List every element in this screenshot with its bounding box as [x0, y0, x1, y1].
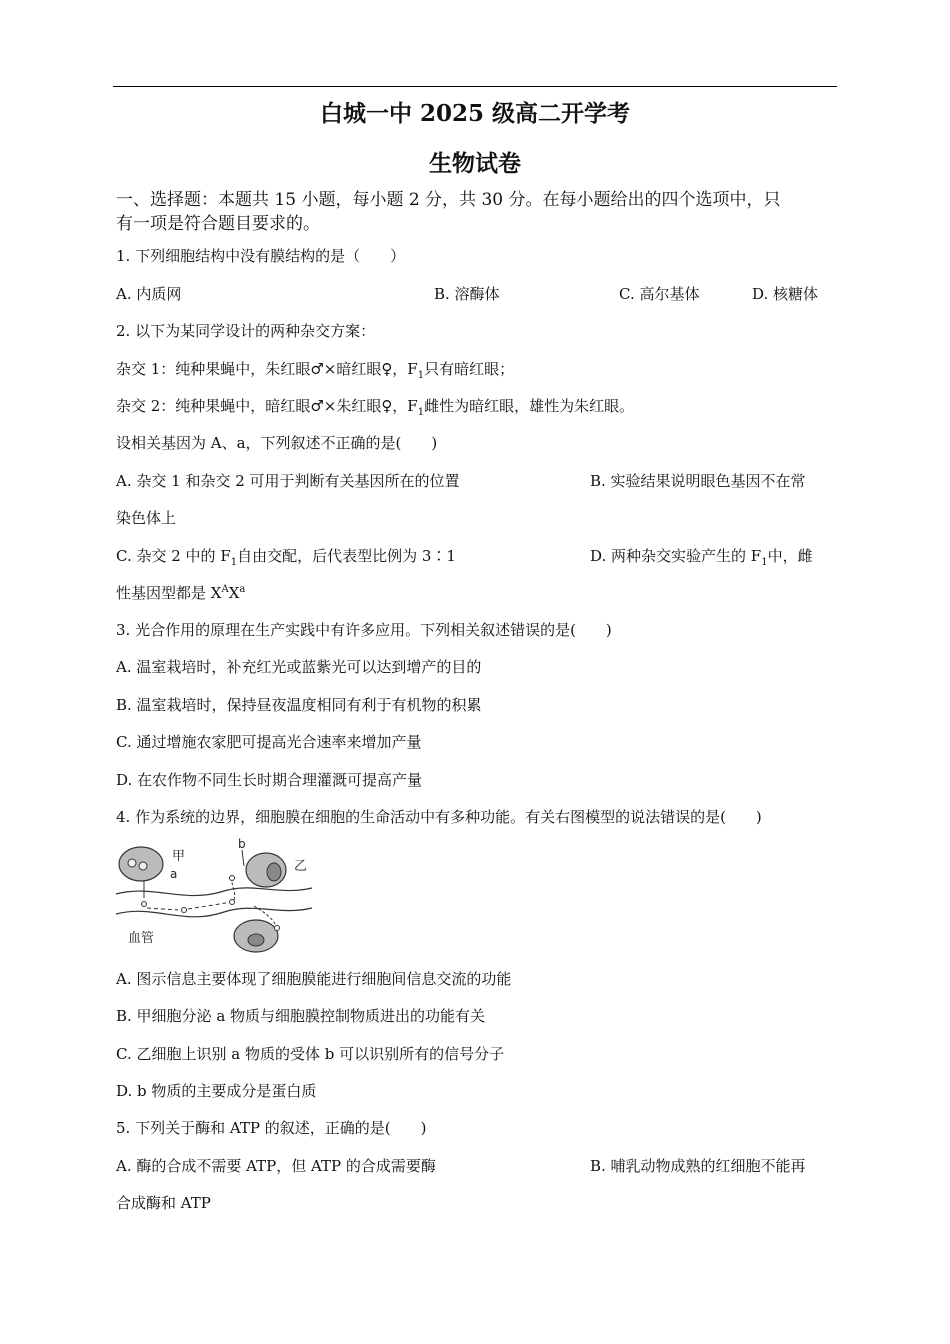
- signal-molecule: [182, 908, 187, 913]
- q1-stem: 1. 下列细胞结构中没有膜结构的是（ ）: [116, 247, 406, 265]
- signal-molecule: [142, 902, 147, 907]
- cell-signaling-figure: [114, 836, 314, 956]
- q1-option-c: C. 高尔基体: [619, 285, 700, 303]
- vessel-wall-top: [116, 888, 312, 896]
- cell-lower-nucleus: [248, 934, 264, 946]
- q2-option-d-line2: 性基因型都是 $X^AX^a$: [116, 584, 246, 602]
- q5-stem: 5. 下列关于酶和 ATP 的叙述，正确的是( ): [116, 1119, 427, 1137]
- cell-yi-nucleus: [267, 863, 281, 881]
- section-instructions-line1: 一、选择题：本题共 15 小题，每小题 2 分，共 30 分。在每小题给出的四个选项中，只: [116, 190, 781, 210]
- q3-option-d: D. 在农作物不同生长时期合理灌溉可提高产量: [116, 771, 423, 789]
- q4-stem: 4. 作为系统的边界，细胞膜在细胞的生命活动中有多种功能。有关右图模型的说法错误的是( ): [116, 808, 762, 826]
- q3-option-c: C. 通过增施农家肥可提高光合速率来增加产量: [116, 733, 422, 751]
- q2-stem: 2. 以下为某同学设计的两种杂交方案：: [116, 322, 376, 340]
- exam-title: 白城一中 2025 级高二开学考: [319, 100, 631, 127]
- q2-option-b-line1: B. 实验结果说明眼色基因不在常: [590, 472, 806, 490]
- q3-option-a: A. 温室栽培时，补充红光或蓝紫光可以达到增产的目的: [116, 658, 482, 676]
- q3-stem: 3. 光合作用的原理在生产实践中有许多应用。下列相关叙述错误的是( ): [116, 621, 612, 639]
- receptor-pointer: [242, 850, 244, 866]
- q1-option-d: D. 核糖体: [752, 285, 819, 303]
- q1-option-b: B. 溶酶体: [434, 285, 500, 303]
- signal-molecule: [230, 900, 235, 905]
- cell-jia-granule: [139, 862, 147, 870]
- flow-arrow: [147, 908, 178, 910]
- signal-molecule: [230, 876, 235, 881]
- q5-option-a: A. 酶的合成不需要 ATP，但 ATP 的合成需要酶: [116, 1157, 436, 1175]
- q2-cross2: 杂交 2：纯种果蝇中，暗红眼♂×朱红眼♀，$F_1$雌性为暗红眼，雄性为朱红眼。: [116, 397, 635, 418]
- q4-option-d: D. b 物质的主要成分是蛋白质: [116, 1082, 317, 1100]
- q4-option-a: A. 图示信息主要体现了细胞膜能进行细胞间信息交流的功能: [116, 970, 512, 988]
- q5-option-b-line2: 合成酶和 ATP: [116, 1194, 211, 1212]
- q5-option-b-line1: B. 哺乳动物成熟的红细胞不能再: [590, 1157, 806, 1175]
- q2-cross1: 杂交 1：纯种果蝇中，朱红眼♂×暗红眼♀，$F_1$只有暗红眼；: [116, 360, 515, 381]
- section-instructions-line2: 有一项是符合题目要求的。: [116, 214, 320, 234]
- q2-option-a: A. 杂交 1 和杂交 2 可用于判断有关基因所在的位置: [116, 472, 460, 490]
- uptake-arrow: [232, 882, 235, 900]
- label-jia: 甲: [172, 849, 186, 864]
- q2-option-d-line1: D. 两种杂交实验产生的 $F_1$中，雌: [590, 547, 813, 568]
- q2-option-b-line2: 染色体上: [116, 509, 177, 527]
- flow-arrow: [188, 903, 226, 909]
- q4-option-c: C. 乙细胞上识别 a 物质的受体 b 可以识别所有的信号分子: [116, 1045, 505, 1063]
- exam-subtitle: 生物试卷: [429, 150, 521, 177]
- q1-option-a: A. 内质网: [116, 285, 182, 303]
- q4-option-b: B. 甲细胞分泌 a 物质与细胞膜控制物质进出的功能有关: [116, 1007, 486, 1025]
- cell-jia-granule: [128, 859, 136, 867]
- q3-option-b: B. 温室栽培时，保持昼夜温度相同有利于有机物的积累: [116, 696, 482, 714]
- header-rule: [113, 86, 837, 87]
- signal-molecule: [275, 926, 280, 931]
- label-a: a: [170, 867, 178, 881]
- vessel-wall-bottom: [116, 908, 312, 917]
- label-b: b: [238, 837, 246, 851]
- q2-ask: 设相关基因为 A、a，下列叙述不正确的是( ): [116, 434, 438, 452]
- label-vessel: 血管: [128, 931, 155, 946]
- label-yi: 乙: [294, 859, 308, 874]
- q2-option-c: C. 杂交 2 中的 $F_1$自由交配，后代表型比例为 3∶1: [116, 547, 456, 568]
